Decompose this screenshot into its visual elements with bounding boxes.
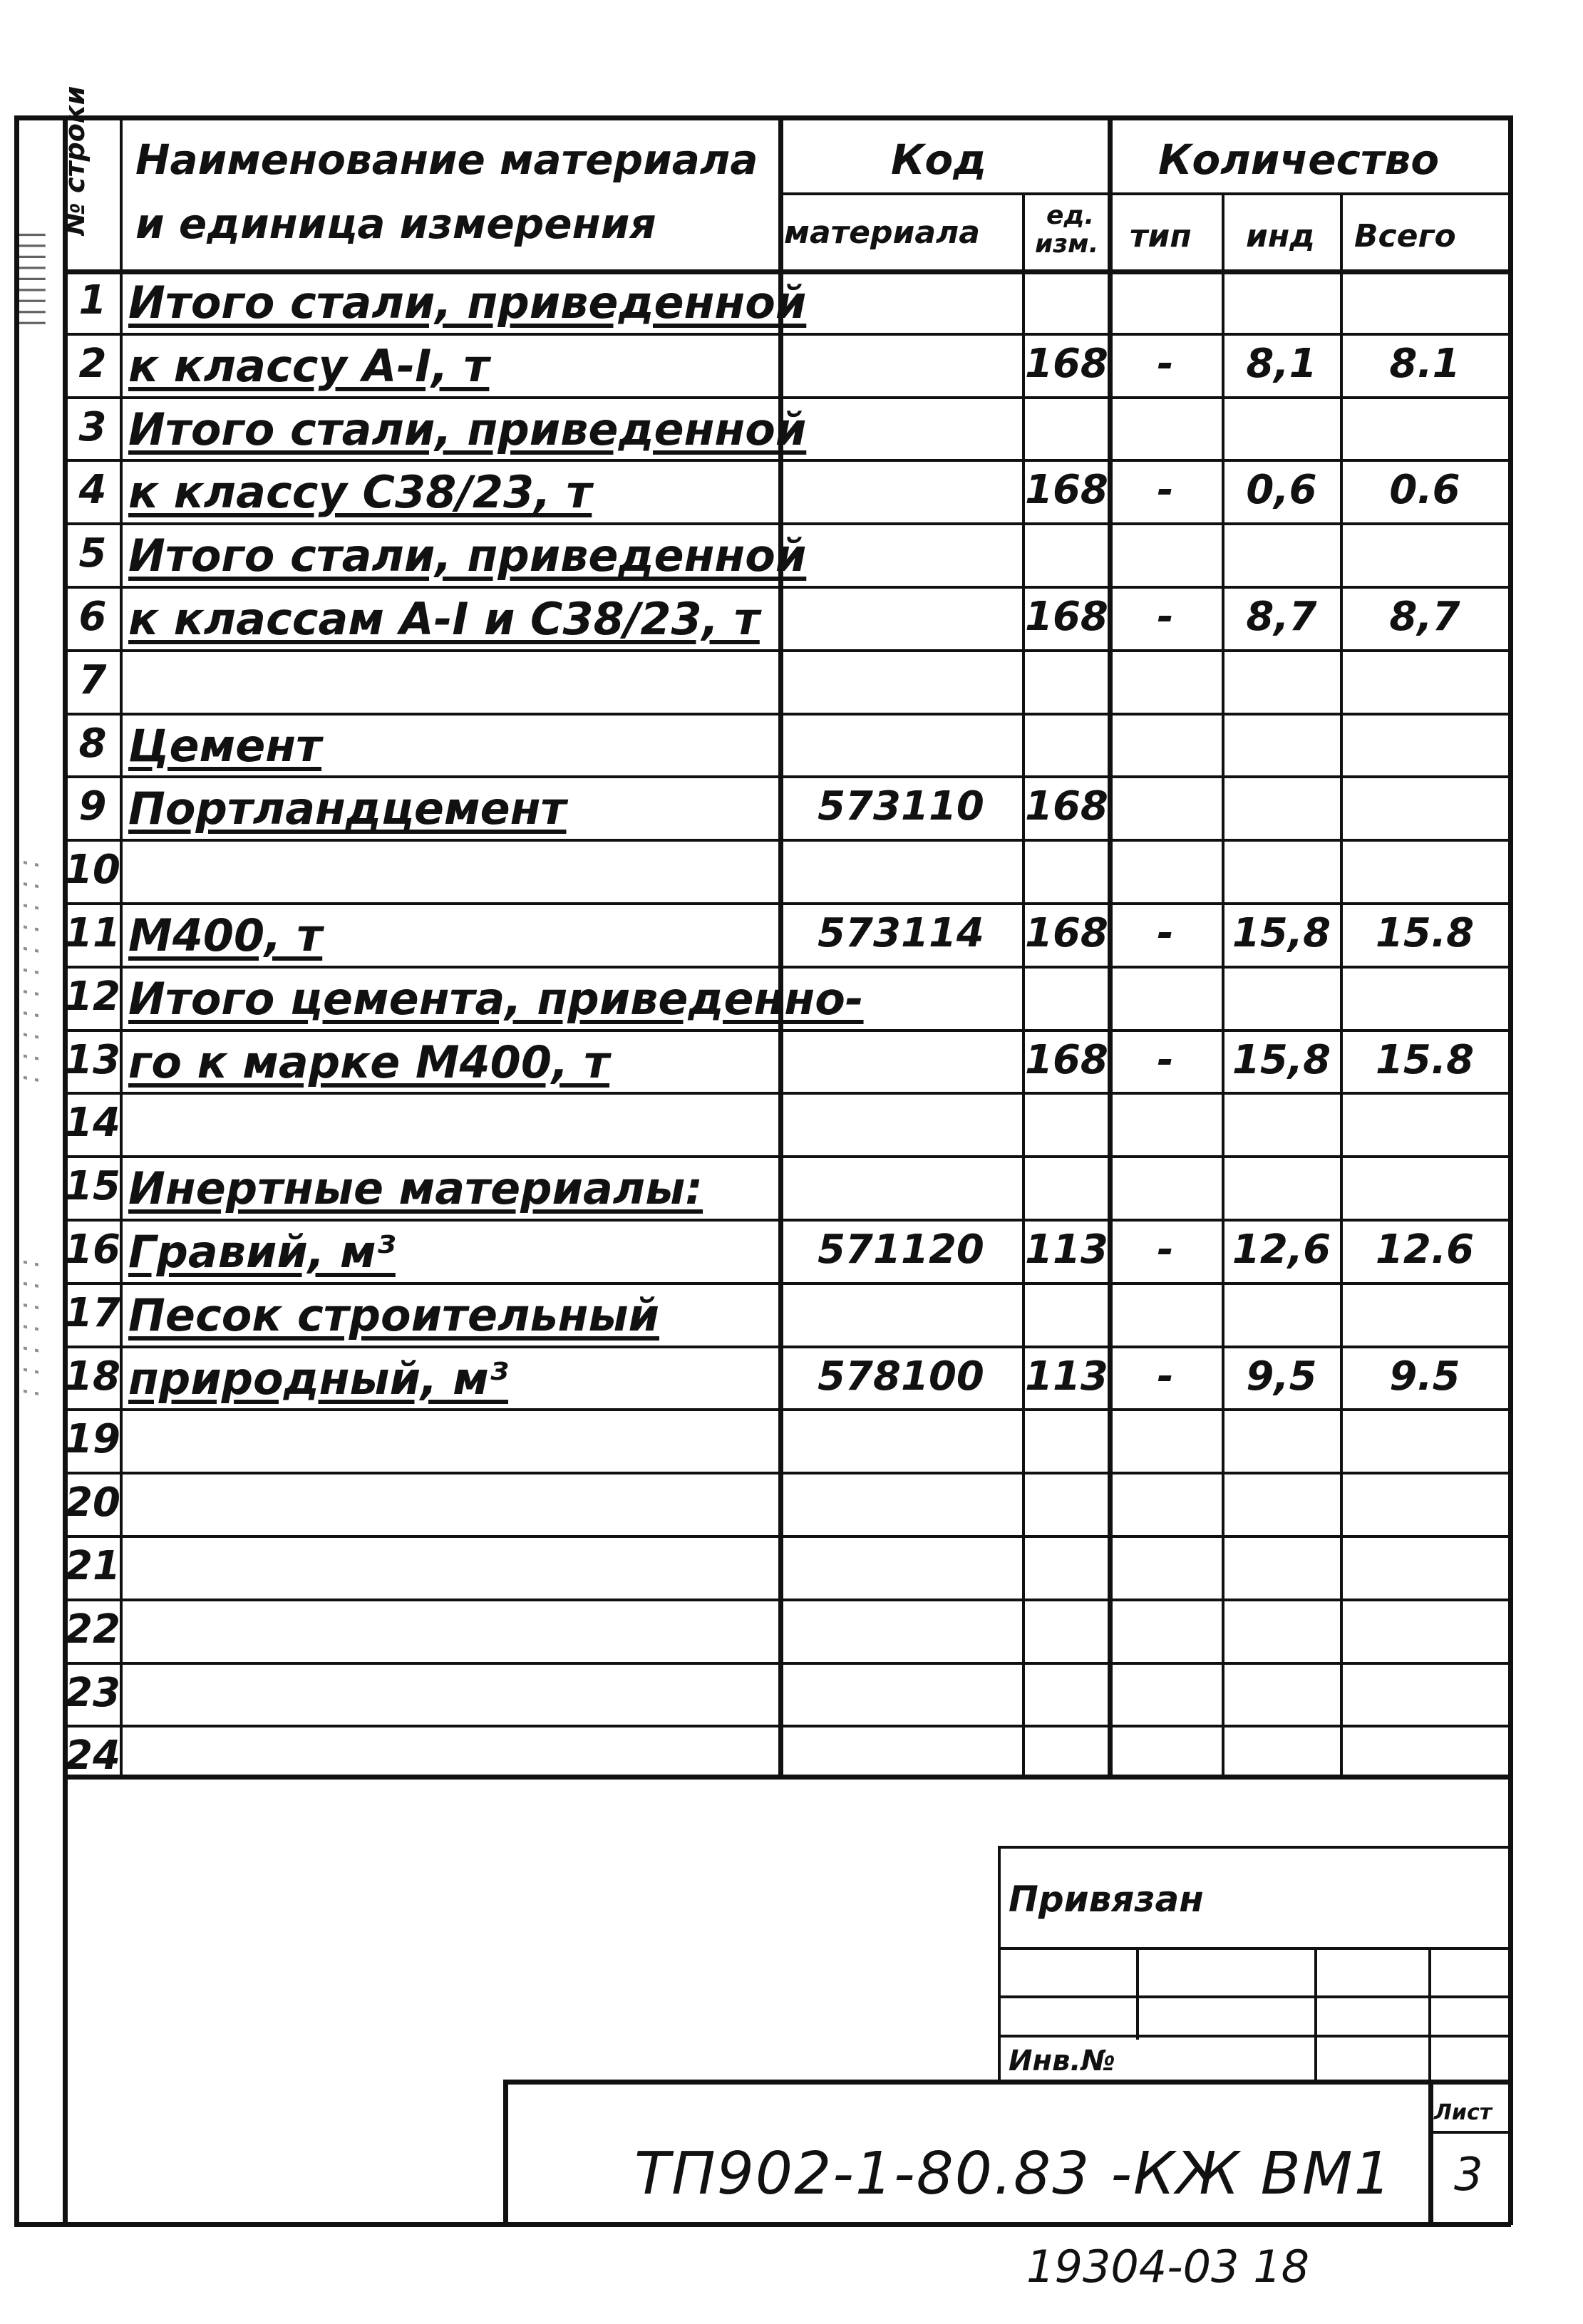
stamp-grid-line-3 (998, 2035, 1511, 2038)
row-name: Итого стали, приведенной (128, 403, 807, 455)
header-code-unit-line2: изм. (1035, 229, 1099, 259)
row-name: Песок строительный (128, 1288, 659, 1341)
row-number: 1 (78, 277, 107, 324)
row-number: 15 (65, 1163, 120, 1210)
col-divider-code (1022, 192, 1025, 1776)
row-ind: 15,8 (1232, 910, 1331, 956)
row-code: 573110 (818, 783, 984, 830)
stamp-linked-label: Привязан (1009, 1879, 1204, 1920)
row-name: к классу А-I, т (128, 339, 490, 392)
row-separator (63, 586, 1511, 589)
row-separator (63, 396, 1511, 399)
stamp-linked-left (998, 1846, 1001, 2081)
row-separator (63, 1725, 1511, 1727)
footer-code: 19304-03 18 (1026, 2241, 1310, 2293)
row-name: Итого стали, приведенной (128, 530, 807, 582)
row-total: 8.1 (1389, 340, 1460, 387)
row-separator (63, 902, 1511, 905)
row-number: 17 (65, 1289, 120, 1336)
row-separator (63, 966, 1511, 969)
row-name: к классу С38/23, т (128, 466, 592, 519)
row-name: М400, т (128, 909, 323, 961)
row-number: 8 (78, 720, 107, 767)
row-number: 10 (65, 847, 120, 894)
row-name: Итого стали, приведенной (128, 277, 807, 329)
row-ind: 9,5 (1246, 1353, 1317, 1400)
row-separator (63, 1346, 1511, 1348)
header-name-line1: Наименование материала (135, 135, 758, 184)
row-name: к классам А-I и С38/23, т (128, 593, 760, 645)
row-tip: - (1157, 467, 1174, 514)
row-separator (63, 522, 1511, 525)
row-number: 19 (65, 1416, 120, 1463)
row-name: го к марке М400, т (128, 1036, 610, 1088)
row-separator (63, 839, 1511, 842)
row-separator (63, 1408, 1511, 1411)
row-separator (63, 1029, 1511, 1032)
row-separator (63, 775, 1511, 778)
row-unit: 168 (1025, 594, 1108, 640)
sheet-box-divider (1428, 2131, 1511, 2134)
sheet-label: Лист (1434, 2100, 1492, 2125)
row-ind: 8,7 (1246, 594, 1317, 640)
stamp-grid-col-2 (1314, 1947, 1317, 2080)
row-separator (63, 1282, 1511, 1285)
title-block-left (503, 2080, 508, 2222)
header-code-material: материала (784, 215, 980, 251)
table-bottom (63, 1775, 1511, 1780)
row-unit: 168 (1025, 1036, 1108, 1083)
sheet-box-left (1428, 2080, 1433, 2222)
header-bottom (63, 269, 1511, 274)
row-separator (63, 713, 1511, 716)
row-tip: - (1157, 910, 1174, 956)
row-number: 2 (78, 340, 107, 387)
col-divider-tip (1222, 192, 1224, 1776)
row-number: 23 (65, 1669, 120, 1716)
col-divider-ind (1340, 192, 1343, 1776)
row-code: 571120 (818, 1226, 984, 1273)
header-code: Код (891, 135, 987, 184)
header-rownum: № строки (59, 86, 91, 235)
row-code: 578100 (818, 1353, 984, 1400)
row-number: 11 (65, 910, 120, 956)
row-number: 6 (78, 594, 107, 640)
row-number: 13 (65, 1036, 120, 1083)
row-total: 15.8 (1375, 910, 1475, 956)
stamp-grid-line-4 (998, 2080, 1511, 2085)
row-separator (63, 1662, 1511, 1665)
row-total: 8,7 (1389, 594, 1460, 640)
row-tip: - (1157, 340, 1174, 387)
row-separator (63, 459, 1511, 462)
row-number: 7 (78, 656, 107, 703)
header-qty-tip: тип (1130, 218, 1192, 254)
stamp-grid-line-1 (998, 1947, 1511, 1950)
margin-mark-low: : : : : : : : (13, 1256, 46, 1397)
row-number: 18 (65, 1353, 120, 1400)
row-name: Цемент (128, 719, 322, 772)
row-separator (63, 1472, 1511, 1475)
row-tip: - (1157, 1036, 1174, 1083)
row-separator (63, 1535, 1511, 1538)
row-separator (63, 1092, 1511, 1095)
row-name: Инертные материалы: (128, 1162, 703, 1215)
row-number: 14 (65, 1100, 120, 1147)
margin-mark-mid: : : : : : : : : : : : (13, 857, 46, 1083)
row-number: 4 (78, 467, 107, 514)
stamp-linked-top (998, 1846, 1511, 1849)
row-total: 9.5 (1389, 1353, 1460, 1400)
row-ind: 8,1 (1246, 340, 1317, 387)
row-ind: 0,6 (1246, 467, 1317, 514)
header-qty-ind: инд (1246, 218, 1315, 254)
row-number: 5 (78, 530, 107, 577)
row-name: Итого цемента, приведенно- (128, 972, 864, 1025)
row-name: Гравий, м³ (128, 1226, 396, 1278)
margin-mark-top: ||||||||| (13, 228, 46, 328)
row-separator (63, 1219, 1511, 1222)
row-unit: 113 (1025, 1353, 1108, 1400)
row-unit: 168 (1025, 910, 1108, 956)
row-number: 16 (65, 1226, 120, 1273)
sheet-number: 3 (1454, 2149, 1483, 2201)
row-number: 24 (65, 1732, 120, 1780)
stamp-inv-label: Инв.№ (1009, 2045, 1115, 2077)
row-number: 12 (65, 973, 120, 1020)
row-name: Портландцемент (128, 783, 567, 835)
row-separator (63, 333, 1511, 336)
row-unit: 168 (1025, 467, 1108, 514)
header-subline (778, 192, 1511, 195)
title-block-top (503, 2080, 1002, 2085)
row-number: 21 (65, 1543, 120, 1589)
row-ind: 15,8 (1232, 1036, 1331, 1083)
row-code: 573114 (818, 910, 984, 956)
row-separator (63, 1155, 1511, 1158)
row-unit: 168 (1025, 783, 1108, 830)
row-ind: 12,6 (1232, 1226, 1331, 1273)
header-code-unit-line1: ед. (1046, 201, 1095, 230)
row-total: 15.8 (1375, 1036, 1475, 1083)
row-name: природный, м³ (128, 1352, 509, 1405)
frame-right (1508, 115, 1513, 2225)
stamp-grid-col-3 (1428, 1947, 1431, 2080)
row-tip: - (1157, 1226, 1174, 1273)
frame-left (14, 115, 19, 2225)
row-number: 9 (78, 783, 107, 830)
frame-bottom (14, 2222, 1511, 2227)
row-tip: - (1157, 594, 1174, 640)
header-quantity: Количество (1158, 135, 1440, 184)
row-separator (63, 649, 1511, 652)
frame-top (14, 115, 1511, 120)
row-total: 12.6 (1375, 1226, 1475, 1273)
header-qty-total: Всего (1354, 218, 1456, 254)
row-tip: - (1157, 1353, 1174, 1400)
designation: ТП902-1-80.83 -КЖ ВМ1 (634, 2140, 1393, 2208)
stamp-grid-line-2 (998, 1995, 1511, 1998)
row-unit: 113 (1025, 1226, 1108, 1273)
row-separator (63, 1599, 1511, 1601)
row-number: 3 (78, 403, 107, 450)
stamp-grid-col-1 (1136, 1947, 1139, 2040)
row-total: 0.6 (1389, 467, 1460, 514)
row-unit: 168 (1025, 340, 1108, 387)
row-number: 20 (65, 1479, 120, 1527)
row-number: 22 (65, 1606, 120, 1653)
header-name-line2: и единица измерения (135, 200, 656, 248)
